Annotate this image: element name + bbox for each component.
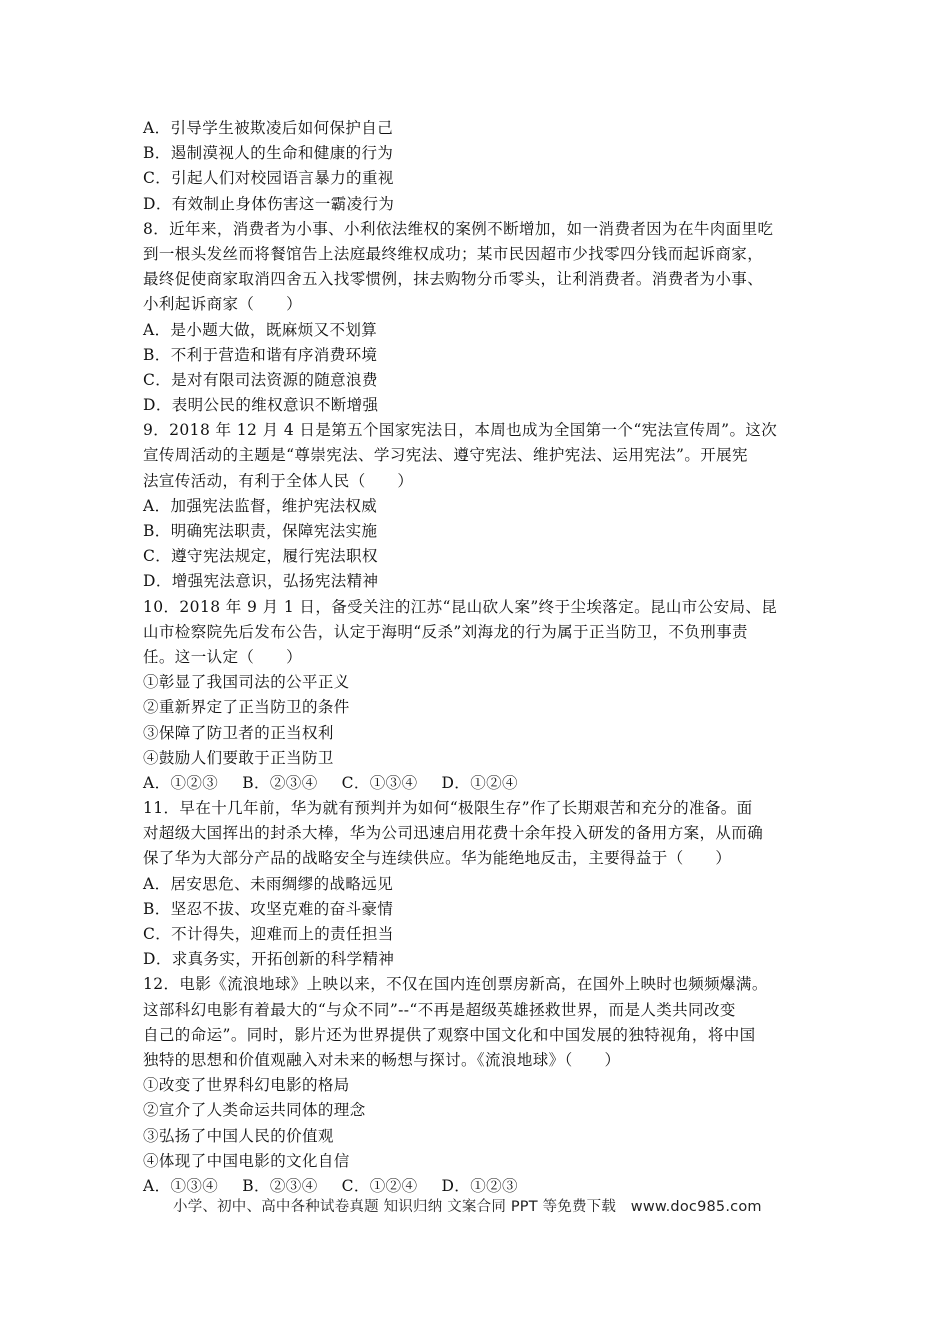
q8-stem-line-3: 最终促使商家取消四舍五入找零惯例，抹去购物分币零头，让利消费者。消费者为小事、 bbox=[143, 270, 764, 289]
q8-option-c: C．是对有限司法资源的随意浪费 bbox=[143, 370, 378, 389]
q7-option-c: C．引起人们对校园语言暴力的重视 bbox=[143, 169, 394, 188]
q11-option-c: C．不计得失，迎难而上的责任担当 bbox=[143, 925, 394, 943]
q10-statement-2: ②重新界定了正当防卫的条件 bbox=[143, 698, 350, 717]
q12-statement-3: ③弘扬了中国人民的价值观 bbox=[143, 1126, 334, 1145]
q10-statement-1: ①彰显了我国司法的公平正义 bbox=[143, 673, 350, 692]
q12-statement-2: ②宣介了人类命运共同体的理念 bbox=[143, 1101, 366, 1120]
q10-option-b: B．②③④ bbox=[242, 773, 318, 792]
q7-option-b: B．遏制漠视人的生命和健康的行为 bbox=[143, 144, 394, 163]
q10-stem-line-2: 山市检察院先后发布公告，认定于海明“反杀”刘海龙的行为属于正当防卫，不负刑事责 bbox=[143, 622, 748, 641]
q10-stem-line-3: 任。这一认定（ ） bbox=[143, 647, 303, 666]
q12-option-c: C．①②④ bbox=[341, 1176, 418, 1195]
q11-stem-line-1: 11．早在十几年前，华为就有预判并为如何“极限生存”作了长期艰苦和充分的准备。面 bbox=[143, 799, 753, 818]
q8-option-b: B．不利于营造和谐有序消费环境 bbox=[143, 345, 378, 364]
q10-options-row bbox=[143, 771, 811, 796]
q8-option-d: D．表明公民的维权意识不断增强 bbox=[143, 396, 379, 415]
q9-option-c: C．遵守宪法规定，履行宪法职权 bbox=[143, 547, 378, 566]
q8-stem-line-1: 8．近年来，消费者为小事、小利依法维权的案例不断增加，如一消费者因为在牛肉面里吃 bbox=[143, 219, 774, 238]
q9-option-d: D．增强宪法意识，弘扬宪法精神 bbox=[143, 572, 379, 591]
q8-stem-line-2: 到一根头发丝而将餐馆告上法庭最终维权成功；某市民因超市少找零四分钱而起诉商家， bbox=[143, 244, 764, 263]
exam-page bbox=[143, 116, 811, 1199]
q9-option-a: A．加强宪法监督，维护宪法权威 bbox=[143, 496, 378, 515]
q10-option-c: C．①③④ bbox=[341, 773, 418, 792]
q10-option-d: D．①②④ bbox=[441, 773, 518, 792]
q12-stem-line-1: 12．电影《流浪地球》上映以来，不仅在国内连创票房新高，在国外上映时也频频爆满。 bbox=[143, 975, 768, 994]
q9-stem-line-3: 法宣传活动，有利于全体人民（ ） bbox=[143, 471, 414, 490]
q9-stem-line-2: 宣传周活动的主题是“尊崇宪法、学习宪法、遵守宪法、维护宪法、运用宪法”。开展宪 bbox=[143, 446, 748, 465]
q8-option-a: A．是小题大做，既麻烦又不划算 bbox=[143, 320, 378, 339]
q11-stem-line-2: 对超级大国挥出的封杀大棒，华为公司迅速启用花费十余年投入研发的备用方案，从而确 bbox=[143, 824, 764, 843]
q9-option-b: B．明确宪法职责，保障宪法实施 bbox=[143, 522, 378, 540]
q10-statement-3: ③保障了防卫者的正当权利 bbox=[143, 723, 334, 742]
q9-stem-line-1: 9．2018 年 12 月 4 日是第五个国家宪法日，本周也成为全国第一个“宪法宣传周”。这次 bbox=[143, 421, 778, 440]
q7-option-a: A．引导学生被欺凌后如何保护自己 bbox=[143, 119, 394, 137]
q12-statement-4: ④体现了中国电影的文化自信 bbox=[143, 1151, 350, 1170]
q10-option-a: A．①②③ bbox=[143, 773, 219, 792]
q10-stem-line-1: 10．2018 年 9 月 1 日，备受关注的江苏“昆山砍人案”终于尘埃落定。昆山市公安局、昆 bbox=[143, 597, 778, 616]
footer-download-notice: 小学、初中、高中各种试卷真题 知识归纳 文案合同 PPT 等免费下载 www.doc985.com bbox=[173, 1199, 762, 1215]
q11-option-a: A．居安思危、未雨绸缪的战略远见 bbox=[143, 874, 394, 893]
q12-statement-1: ①改变了世界科幻电影的格局 bbox=[143, 1076, 350, 1095]
q12-stem-line-4: 独特的思想和价值观融入对未来的畅想与探讨。《流浪地球》（ ） bbox=[143, 1050, 621, 1069]
q12-option-d: D．①②③ bbox=[441, 1176, 518, 1195]
q12-option-b: B．②③④ bbox=[242, 1176, 318, 1195]
q12-option-a: A．①③④ bbox=[143, 1176, 219, 1195]
q12-stem-line-3: 自己的命运”。同时，影片还为世界提供了观察中国文化和中国发展的独特视角，将中国 bbox=[143, 1025, 756, 1044]
q10-statement-4: ④鼓励人们要敢于正当防卫 bbox=[143, 748, 334, 767]
q11-option-b: B．坚忍不拔、攻坚克难的奋斗豪情 bbox=[143, 899, 394, 918]
q12-stem-line-2: 这部科幻电影有着最大的“与众不同”--“不再是超级英雄拯救世界，而是人类共同改变 bbox=[143, 1000, 736, 1019]
q11-option-d: D．求真务实，开拓创新的科学精神 bbox=[143, 950, 395, 969]
q8-stem-line-4: 小利起诉商家（ ） bbox=[143, 295, 303, 314]
q11-stem-line-3: 保了华为大部分产品的战略安全与连续供应。华为能绝地反击，主要得益于（ ） bbox=[143, 849, 732, 868]
q7-option-d: D．有效制止身体伤害这一霸凌行为 bbox=[143, 194, 395, 213]
